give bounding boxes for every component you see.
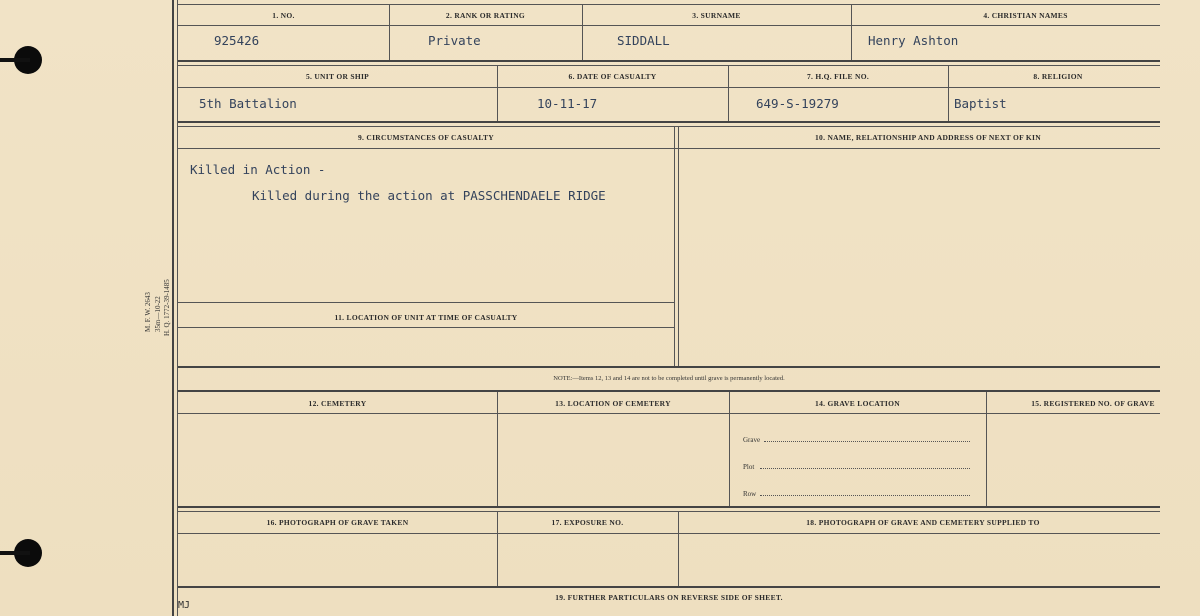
binder-hole-bottom-slot: [0, 551, 30, 555]
unit-value: 5th Battalion: [199, 96, 297, 111]
rank-label: 2. RANK OR RATING: [445, 11, 526, 20]
further-particulars-label: 19. FURTHER PARTICULARS ON REVERSE SIDE OF SHEET.: [555, 593, 783, 602]
row3-top-rule: [178, 126, 1160, 127]
christian-names-label: 4. CHRISTIAN NAMES: [983, 11, 1068, 20]
religion-label: 8. RELIGION: [1033, 72, 1083, 81]
cemetery-divider-1: [497, 392, 498, 506]
circumstances-label: 9. CIRCUMSTANCES OF CASUALTY: [357, 133, 495, 142]
cemetery-label: 12. CEMETERY: [308, 399, 367, 408]
religion-value: Baptist: [954, 96, 1007, 111]
photo-bottom-rule: [178, 586, 1160, 588]
registered-no-label: 15. REGISTERED NO. OF GRAVE: [1031, 399, 1155, 408]
location-of-cemetery-label: 13. LOCATION OF CEMETERY: [555, 399, 671, 408]
row-field-line: [760, 495, 970, 496]
form-reference-line3: H. Q. 1772-39-1485: [163, 279, 171, 336]
next-of-kin-label: 10. NAME, RELATIONSHIP AND ADDRESS OF NEXT OF KIN: [815, 133, 1041, 142]
note-bottom-rule: [178, 390, 1160, 392]
grave-location-label: 14. GRAVE LOCATION: [815, 399, 900, 408]
photo-top-rule: [178, 511, 1160, 512]
location-top-rule: [178, 302, 674, 303]
photograph-taken-label: 16. PHOTOGRAPH OF GRAVE TAKEN: [266, 518, 409, 527]
row1-bottom-rule: [178, 60, 1160, 62]
plot-field-line: [760, 468, 970, 469]
photograph-supplied-label: 18. PHOTOGRAPH OF GRAVE AND CEMETERY SUPPLIED TO: [806, 518, 1040, 527]
row3-divider-inner: [678, 126, 679, 366]
row2-top-rule: [178, 65, 1160, 66]
row1-top-rule: [178, 4, 1160, 5]
row2-label-rule: [178, 87, 1160, 88]
cemetery-bottom-rule: [178, 506, 1160, 508]
date-label: 6. DATE OF CASUALTY: [568, 72, 657, 81]
grave-field-line: [764, 441, 970, 442]
clerk-initials: MJ: [178, 600, 191, 611]
unit-label: 5. UNIT OR SHIP: [305, 72, 370, 81]
exposure-no-label: 17. EXPOSURE NO.: [551, 518, 624, 527]
cemetery-divider-3: [986, 392, 987, 506]
hq-file-label: 7. H.Q. FILE NO.: [806, 72, 870, 81]
grave-note: NOTE:—Items 12, 13 and 14 are not to be completed until grave is permanently located.: [553, 375, 785, 382]
rank-value: Private: [428, 33, 481, 48]
grave-field-label: Grave: [743, 436, 761, 444]
form-reference-line1: M. F. W. 2643: [144, 292, 152, 332]
photo-label-rule: [178, 533, 1160, 534]
row3-label-rule: [178, 148, 1160, 149]
location-label-rule: [178, 327, 674, 328]
row1-label-rule: [178, 25, 1160, 26]
circumstances-line2: Killed during the action at PASSCHENDAELE RIDGE: [252, 188, 606, 203]
margin-rule: [172, 0, 174, 616]
surname-value: SIDDALL: [617, 33, 670, 48]
surname-label: 3. SURNAME: [692, 11, 741, 20]
circumstances-line1: Killed in Action -: [190, 162, 326, 177]
row-field-label: Row: [743, 490, 757, 498]
row3-divider: [674, 126, 675, 366]
form-reference-line2: 35m—10-22: [154, 296, 162, 332]
row3-bottom-rule: [178, 366, 1160, 368]
row2-bottom-rule: [178, 121, 1160, 123]
date-of-casualty-value: 10-11-17: [537, 96, 598, 111]
binder-hole-top-slot: [0, 58, 30, 62]
cemetery-divider-2: [729, 392, 730, 506]
hq-file-value: 649-S-19279: [756, 96, 839, 111]
no-label: 1. NO.: [272, 11, 295, 20]
christian-names-value: Henry Ashton: [868, 33, 959, 48]
cemetery-label-rule: [178, 413, 1160, 414]
plot-field-label: Plot: [743, 463, 755, 471]
service-number-value: 925426: [214, 33, 260, 48]
location-of-unit-label: 11. LOCATION OF UNIT AT TIME OF CASUALTY: [334, 313, 518, 322]
